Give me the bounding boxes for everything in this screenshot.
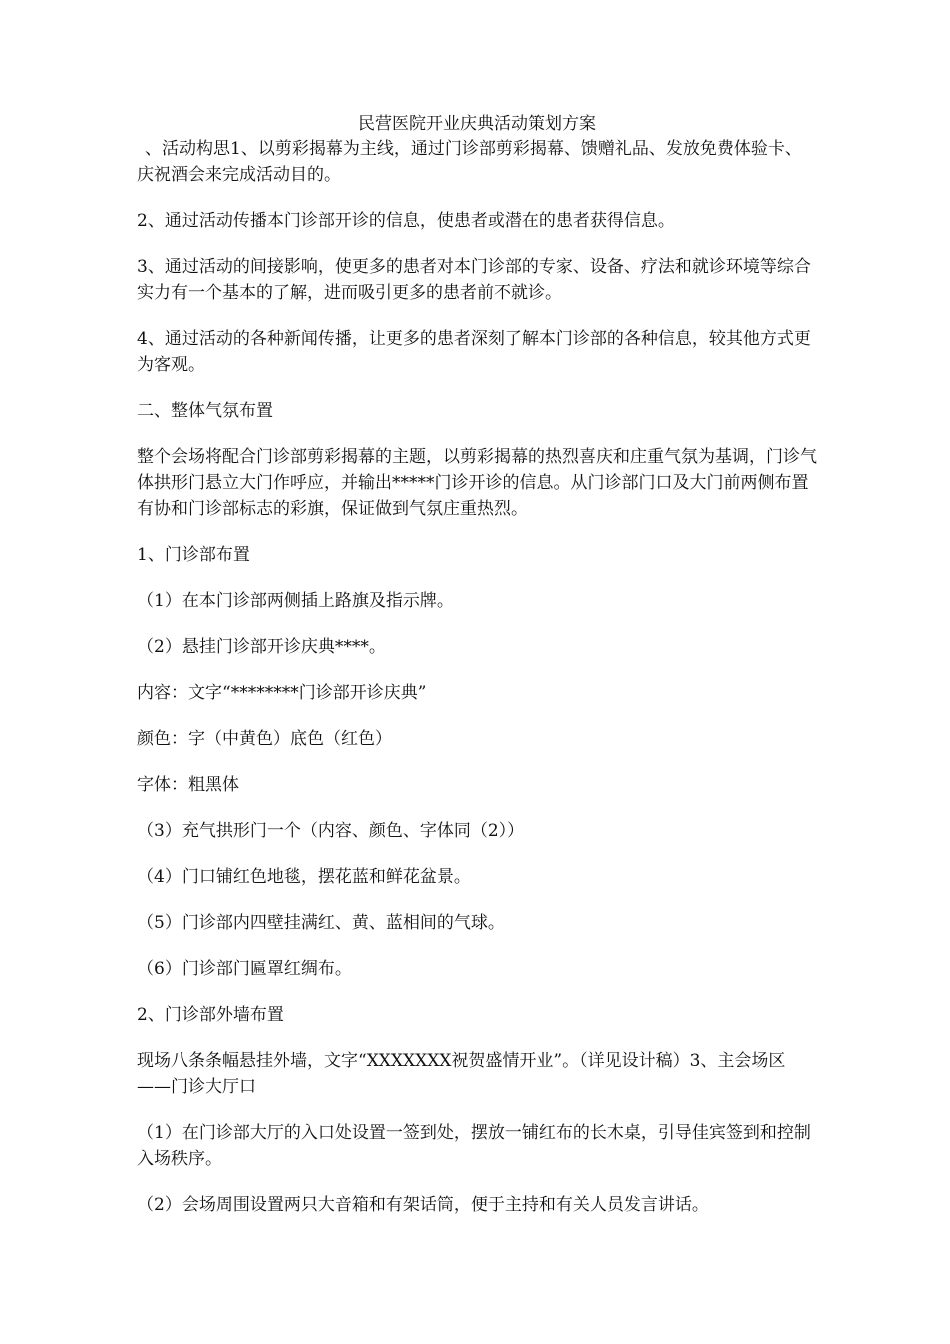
list-item-plaque-cover: （6）门诊部门匾罩红绸布。 [137, 959, 352, 979]
document-page [137, 112, 817, 1238]
document-title: 民营医院开业庆典活动策划方案 [358, 114, 596, 134]
paragraph-exterior-banners: 现场八条条幅悬挂外墙，文字“XXXXXXX祝贺盛情开业”。（详见设计稿）3、主会场区——门诊大厅口 [137, 1051, 786, 1097]
paragraph-atmosphere-overview: 整个会场将配合门诊部剪彩揭幕的主题，以剪彩揭幕的热烈喜庆和庄重气氛为基调，门诊气体拱形门悬立大门作呼应，并输出*****门诊开诊的信息。从门诊部门口及大门前两侧布置有协和门诊部标志的彩旗，保证做到气氛庄重热烈。 [137, 447, 817, 519]
banner-color-line: 颜色：字（中黄色）底色（红色） [137, 729, 392, 749]
paragraph-activity-concept-1: 、活动构思1、以剪彩揭幕为主线，通过门诊部剪彩揭幕、馈赠礼品、发放免费体验卡、庆祝酒会来完成活动目的。 [137, 139, 802, 185]
list-item-flags-signs: （1）在本门诊部两侧插上路旗及指示牌。 [137, 591, 454, 611]
section-heading-atmosphere: 二、整体气氛布置 [137, 401, 273, 421]
banner-font-line: 字体：粗黑体 [137, 775, 239, 795]
paragraph-activity-concept-2: 2、通过活动传播本门诊部开诊的信息，使患者或潜在的患者获得信息。 [137, 211, 675, 231]
list-item-inflatable-arch: （3）充气拱形门一个（内容、颜色、字体同（2）） [137, 821, 525, 841]
list-item-speakers: （2）会场周围设置两只大音箱和有架话筒，便于主持和有关人员发言讲话。 [137, 1195, 709, 1215]
paragraph-activity-concept-4: 4、通过活动的各种新闻传播，让更多的患者深刻了解本门诊部的各种信息，较其他方式更为客观。 [137, 329, 811, 375]
list-item-red-carpet: （4）门口铺红色地毯，摆花蓝和鲜花盆景。 [137, 867, 471, 887]
list-item-banner: （2）悬挂门诊部开诊庆典****。 [137, 637, 386, 657]
banner-content-line: 内容：文字“********门诊部开诊庆典” [137, 683, 427, 703]
subheading-exterior-wall: 2、门诊部外墙布置 [137, 1005, 284, 1025]
list-item-sign-in-desk: （1）在门诊部大厅的入口处设置一签到处，摆放一铺红布的长木桌，引导佳宾签到和控制入场秩序。 [137, 1123, 811, 1169]
paragraph-activity-concept-3: 3、通过活动的间接影响，使更多的患者对本门诊部的专家、设备、疗法和就诊环境等综合实力有一个基本的了解，进而吸引更多的患者前不就诊。 [137, 257, 811, 303]
list-item-balloons: （5）门诊部内四壁挂满红、黄、蓝相间的气球。 [137, 913, 505, 933]
subheading-clinic-layout: 1、门诊部布置 [137, 545, 250, 565]
